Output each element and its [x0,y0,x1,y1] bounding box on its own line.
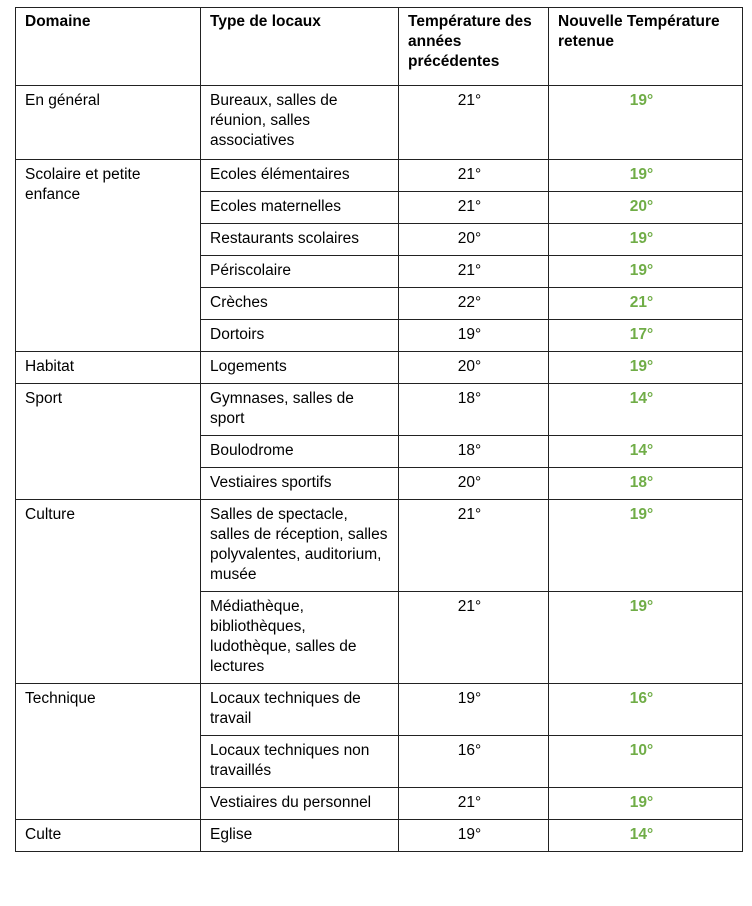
prev-temp-cell: 21° [399,592,549,684]
prev-temp-cell: 21° [399,256,549,288]
new-temp-cell: 19° [549,788,743,820]
prev-temp-cell: 20° [399,224,549,256]
prev-temp-cell: 19° [399,820,549,852]
domain-cell: Technique [16,684,201,820]
table-row [16,352,743,384]
new-temp-cell: 19° [549,160,743,192]
new-temp-cell: 19° [549,352,743,384]
type-cell: Bureaux, salles de réunion, salles associatives [201,86,399,160]
new-temp-cell: 14° [549,384,743,436]
type-cell: Gymnases, salles de sport [201,384,399,436]
new-temp-cell: 20° [549,192,743,224]
type-cell: Logements [201,352,399,384]
new-temp-cell: 19° [549,224,743,256]
new-temp-cell: 19° [549,592,743,684]
new-temp-cell: 10° [549,736,743,788]
prev-temp-cell: 21° [399,500,549,592]
new-temp-cell: 16° [549,684,743,736]
prev-temp-cell: 21° [399,86,549,160]
table-row [16,684,743,736]
domain-cell: Scolaire et petite enfance [16,160,201,352]
type-cell: Ecoles maternelles [201,192,399,224]
temperature-table [15,7,743,852]
prev-temp-cell: 18° [399,384,549,436]
prev-temp-cell: 19° [399,684,549,736]
type-cell: Locaux techniques de travail [201,684,399,736]
table-row [16,500,743,592]
type-cell: Eglise [201,820,399,852]
domain-cell: Sport [16,384,201,500]
type-cell: Périscolaire [201,256,399,288]
header-temp-prev: Température des années précédentes [399,8,549,86]
domain-cell: En général [16,86,201,160]
header-domaine: Domaine [16,8,201,86]
prev-temp-cell: 19° [399,320,549,352]
domain-cell: Culture [16,500,201,684]
new-temp-cell: 14° [549,436,743,468]
table-row [16,160,743,192]
table-row [16,384,743,436]
new-temp-cell: 19° [549,500,743,592]
prev-temp-cell: 21° [399,788,549,820]
header-type-locaux: Type de locaux [201,8,399,86]
table-row [16,86,743,160]
new-temp-cell: 21° [549,288,743,320]
new-temp-cell: 17° [549,320,743,352]
prev-temp-cell: 21° [399,192,549,224]
type-cell: Crèches [201,288,399,320]
header-temp-new: Nouvelle Température retenue [549,8,743,86]
type-cell: Vestiaires du personnel [201,788,399,820]
new-temp-cell: 18° [549,468,743,500]
domain-cell: Habitat [16,352,201,384]
type-cell: Salles de spectacle, salles de réception, salles polyvalentes, auditorium, musée [201,500,399,592]
header-row [16,8,743,86]
type-cell: Locaux techniques non travaillés [201,736,399,788]
new-temp-cell: 19° [549,86,743,160]
domain-cell: Culte [16,820,201,852]
new-temp-cell: 14° [549,820,743,852]
table-row [16,820,743,852]
type-cell: Médiathèque, bibliothèques, ludothèque, salles de lectures [201,592,399,684]
type-cell: Ecoles élémentaires [201,160,399,192]
prev-temp-cell: 20° [399,468,549,500]
prev-temp-cell: 18° [399,436,549,468]
type-cell: Boulodrome [201,436,399,468]
prev-temp-cell: 20° [399,352,549,384]
prev-temp-cell: 16° [399,736,549,788]
new-temp-cell: 19° [549,256,743,288]
type-cell: Vestiaires sportifs [201,468,399,500]
type-cell: Restaurants scolaires [201,224,399,256]
prev-temp-cell: 22° [399,288,549,320]
type-cell: Dortoirs [201,320,399,352]
prev-temp-cell: 21° [399,160,549,192]
